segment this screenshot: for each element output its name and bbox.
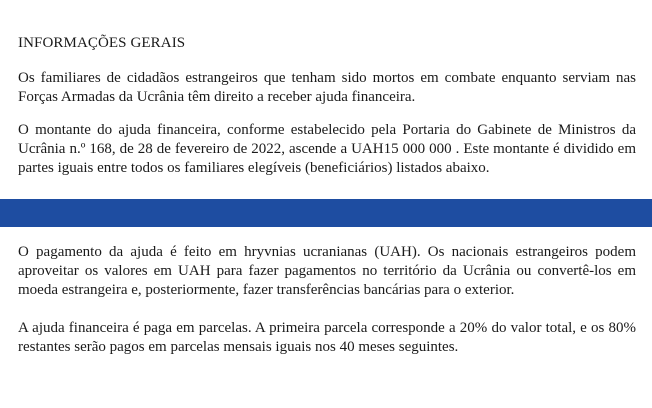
paragraph-eligibility: Os familiares de cidadãos estrangeiros que tenham sido mortos em combate enquanto serviam nas Forças Armadas da Ucrânia têm direito a receber ajuda financeira.: [18, 70, 636, 105]
blue-divider-band: [0, 199, 652, 227]
paragraph-payment-currency: O pagamento da ajuda é feito em hryvnias ucranianas (UAH). Os nacionais estrangeiros podem aproveitar os valores em UAH para fazer pagamentos no território da Ucrânia ou convertê-los em moeda estrangeira e, posteriormente, fazer transferências bancárias para o exterior.: [18, 244, 636, 298]
section-heading: INFORMAÇÕES GERAIS: [18, 35, 186, 51]
paragraph-amount: O montante do ajuda financeira, conforme estabelecido pela Portaria do Gabinete de Ministros da Ucrânia n.º 168, de 28 de fevereiro de 2022, ascende a UAH15 000 000 . Este montante é dividido em partes iguais entre todos os familiares elegíveis (beneficiários) listados abaixo.: [18, 122, 636, 176]
paragraph-installments: A ajuda financeira é paga em parcelas. A primeira parcela corresponde a 20% do valor total, e os 80% restantes serão pagos em parcelas mensais iguais nos 40 meses seguintes.: [18, 320, 636, 355]
